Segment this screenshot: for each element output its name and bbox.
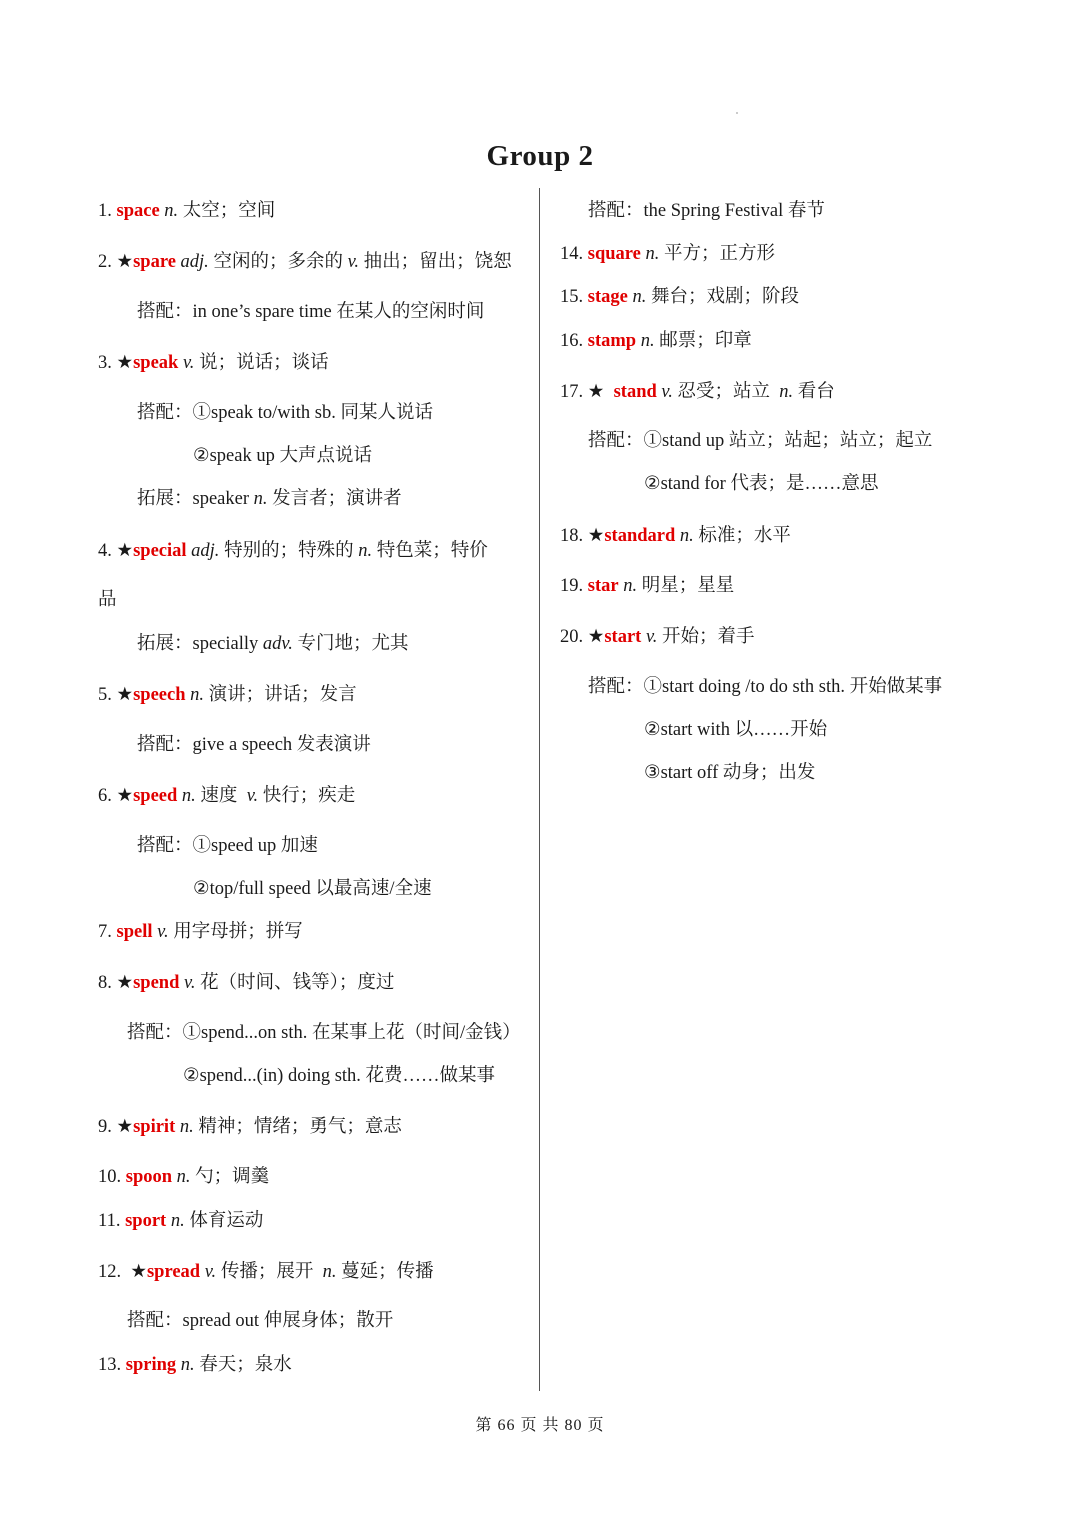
headword: spring [125,1355,177,1375]
entry-spirit: 9. ★spirit n. 精神；情绪；勇气；意志 [98,1117,402,1137]
entry-stage: 15. stage n. 舞台；戏剧；阶段 [560,287,799,307]
entry-speech: 5. ★speech n. 演讲；讲话；发言 [98,685,357,705]
collocation: ②speak up 大声点说话 [193,446,372,466]
headword: spare [133,252,176,272]
headword: square [587,244,641,264]
extension: 拓展：specially adv. 专门地；尤其 [137,634,409,654]
headword: start [604,627,642,647]
entry-speak: 3. ★speak v. 说；说话；谈话 [98,353,329,373]
collocation: 搭配：give a speech 发表演讲 [137,735,371,755]
collocation: ②stand for 代表；是……意思 [644,474,879,494]
entry-spell: 7. spell v. 用字母拼；拼写 [98,922,303,942]
page-footer: 第 66 页 共 80 页 [475,1417,605,1434]
headword: speed [133,786,178,806]
headword: star [587,576,619,596]
entry-special: 4. ★special adj. 特别的；特殊的 n. 特色菜；特价 [98,541,488,561]
collocation: 搭配：in one’s spare time 在某人的空闲时间 [137,302,485,322]
entry-space: 1. space n. 太空；空间 [98,201,276,221]
collocation: 搭配：the Spring Festival 春节 [588,201,825,221]
entry-standard: 18. ★standard n. 标准；水平 [560,526,791,546]
entry-start: 20. ★start v. 开始；着手 [560,627,755,647]
headword: special [133,541,187,561]
entry-speed: 6. ★speed n. 速度 v. 快行；疾走 [98,786,356,806]
collocation: 搭配：①spend...on sth. 在某事上花（时间/金钱） [127,1023,521,1043]
collocation: ②top/full speed 以最高速/全速 [193,879,432,899]
entry-spread: 12. ★spread v. 传播；展开 n. 蔓延；传播 [98,1262,434,1282]
collocation: 搭配：①speed up 加速 [137,836,318,856]
headword: standard [604,526,676,546]
collocation: 搭配：①speak to/with sb. 同某人说话 [137,403,434,423]
entry-spring: 13. spring n. 春天；泉水 [98,1355,292,1375]
collocation: 搭配：①stand up 站立；站起；站立；起立 [588,431,933,451]
collocation: ③start off 动身；出发 [644,763,816,783]
collocation: ②spend...(in) doing sth. 花费……做某事 [183,1066,496,1086]
headword: spirit [133,1117,176,1137]
headword: speech [133,685,186,705]
page-title: Group 2 [486,140,594,172]
entry-spoon: 10. spoon n. 勺；调羹 [98,1167,270,1187]
entry-stamp: 16. stamp n. 邮票；印章 [560,331,752,351]
collocation: 搭配：①start doing /to do sth sth. 开始做某事 [588,677,943,697]
headword: speak [133,353,179,373]
headword: spend [133,973,180,993]
column-divider [539,188,540,1391]
headword: spell [116,922,153,942]
collocation: ②start with 以……开始 [644,720,828,740]
entry-star: 19. star n. 明星；星星 [560,576,735,596]
headword: space [116,201,160,221]
extension: 拓展：speaker n. 发言者；演讲者 [137,489,402,509]
headword: sport [125,1211,167,1231]
headword: spread [146,1262,201,1282]
speck [736,112,738,114]
headword: stage [587,287,628,307]
entry-stand: 17. ★ stand v. 忍受；站立 n. 看台 [560,382,835,402]
entry-spend: 8. ★spend v. 花（时间、钱等）；度过 [98,973,395,993]
entry-square: 14. square n. 平方；正方形 [560,244,776,264]
headword: spoon [125,1167,173,1187]
collocation: 搭配：spread out 伸展身体；散开 [127,1311,394,1331]
entry-special-wrap: 品 [98,590,117,610]
entry-sport: 11. sport n. 体育运动 [98,1211,264,1231]
entry-spare: 2. ★spare adj. 空闲的；多余的 v. 抽出；留出；饶恕 [98,252,512,272]
headword: stamp [587,331,637,351]
headword: stand [613,382,657,402]
